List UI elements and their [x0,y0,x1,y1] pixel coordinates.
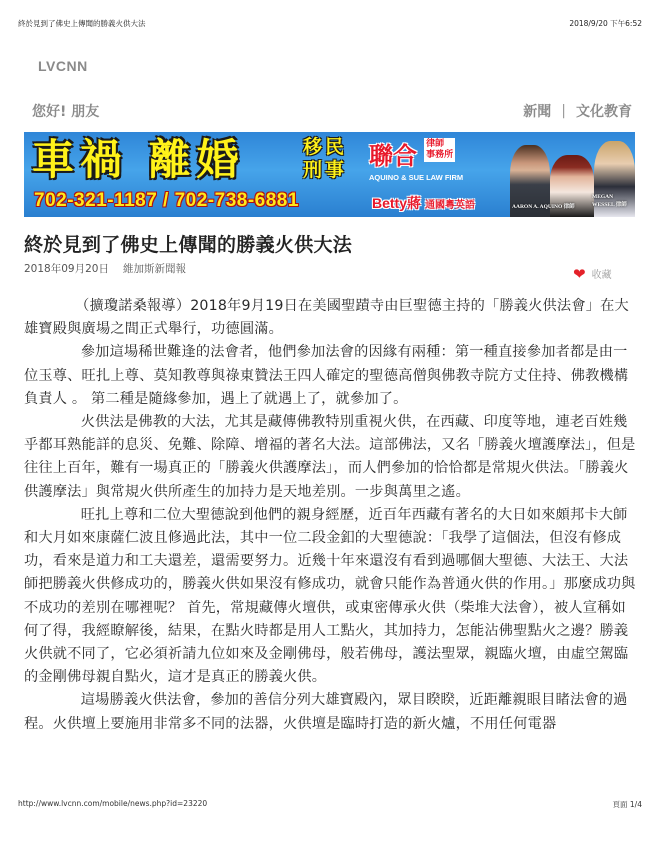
article-paragraph: （擴瓊諾桑報導）2018年9月19日在美國聖蹟寺由巨聖德主持的「勝義火供法會」在大雄寶殿與廣場之間正式舉行，功德圓滿。 [24,298,629,338]
banner-side-text-top: 移民 [303,136,348,158]
print-page-title: 終於見到了佛史上傳聞的勝義火供大法 [18,19,146,28]
attorney-1-name: AARON A. AQUINO 律師 [512,204,575,210]
banner-attorney-photos [510,132,635,217]
law-firm-ad-banner[interactable] [24,132,635,217]
article-date: 2018年09月20日 [24,263,109,275]
article-paragraph: 這場勝義火供法會，參加的善信分列大雄寶殿內，眾目睽睽，近距離親眼目睹法會的過程。火供壇上要施用非常多不同的法器，火供壇是臨時打造的新火爐，不用任何電器 [24,692,628,732]
article-paragraph: 火供法是佛教的大法，尤其是藏傳佛教特別重視火供，在西藏、印度等地，連老百姓幾乎都耳熟能詳的息災、免難、除障、增福的著名大法。這部佛法，又名「勝義火壇護摩法」，但是往往上百年，難有一場真正的「勝義火供護摩法」，而人們參加的恰恰都是常規火供法。「勝義火供護摩法」與常規火供所產生的加持力是天地差別。一步與萬里之遙。 [24,414,636,500]
heart-icon: ❤ [573,264,586,283]
banner-contact-name: Betty蔣 [372,195,422,211]
nav-link-culture-education[interactable]: 文化教育 [576,104,632,120]
article-body [24,295,636,736]
article-source: 維加斯新聞報 [122,263,186,275]
banner-firm-tag-line1: 律師 [426,139,445,149]
site-logo[interactable]: LVCNN [38,58,88,74]
banner-firm [369,136,509,182]
article-paragraph: 參加這場稀世難逢的法會者，他們參加法會的因緣有兩種：第一種直接參加者都是由一位玉尊、旺扎上尊、莫知教尊與祿東贊法王四人確定的聖德高僧與佛教寺院方丈住持、佛教機構負責人 。 第二種是隨緣參加，遇上了就遇上了，就參加了。 [24,344,629,407]
banner-phones: 702-321-1187 / 702-738-6881 [34,190,299,211]
article-title: 終於見到了佛史上傳聞的勝義火供大法 [24,234,353,256]
print-page-number: 頁面 1/4 [612,800,642,809]
attorney-2-name: MEGAN WESSEL 律師 [592,194,627,208]
article-meta [24,261,186,276]
banner-firm-name: 聯合 [369,142,417,170]
print-header [18,18,642,30]
favorite-label: 收藏 [591,270,612,281]
banner-side-text [303,136,355,182]
nav-link-news[interactable]: 新聞 [523,104,552,120]
banner-firm-tag [424,138,455,162]
print-datetime: 2018/9/20 下午6:52 [569,19,642,28]
nav-links [523,101,632,121]
nav-separator: | [561,103,566,119]
greeting-text: 您好! 朋友 [32,104,100,120]
site-nav-row [32,100,632,122]
print-footer [18,799,642,811]
banner-contact [372,193,475,213]
banner-languages: 通國粵英語 [425,200,476,211]
banner-headline: 車禍 離婚 [32,135,245,184]
print-url: http://www.lvcnn.com/mobile/news.php?id=23220 [18,799,208,808]
banner-side-text-bottom: 刑事 [303,159,348,181]
favorite-button[interactable] [573,266,612,281]
article-paragraph: 旺扎上尊和二位大聖德說到他們的親身經歷，近百年西藏有著名的大日如來頗邦卡大師和大月如來康薩仁波且修過此法，其中一位二段金釦的大聖德說：「我學了這個法，但沒有修成功，看來是道力和工夫還差，還需要努力。近幾十年來還沒有看到過哪個大聖德、大法王、大法師把勝義火供修成功的，勝義火供如果沒有修成功，就會只能作為普通火供的作用。」那麼成功與不成功的差別在哪裡呢？ 首先，常規藏傳火壇供，或東密傳承火供（柴堆大法會），被人宣稱如何了得，我經瞭解後，結果，在點火時都是用人工點火，其加持力，怎能沾佛聖點火之邊？勝義火供就不同了，它必須祈請九位如來及金剛佛母，般若佛母，護法聖眾，親臨火壇，由虛空駕臨的金剛佛母親自點火，這才是真正的勝義火供。 [24,506,636,686]
banner-firm-english: AQUINO & SUE LAW FIRM [369,173,464,182]
banner-firm-tag-line2: 事務所 [426,150,454,160]
